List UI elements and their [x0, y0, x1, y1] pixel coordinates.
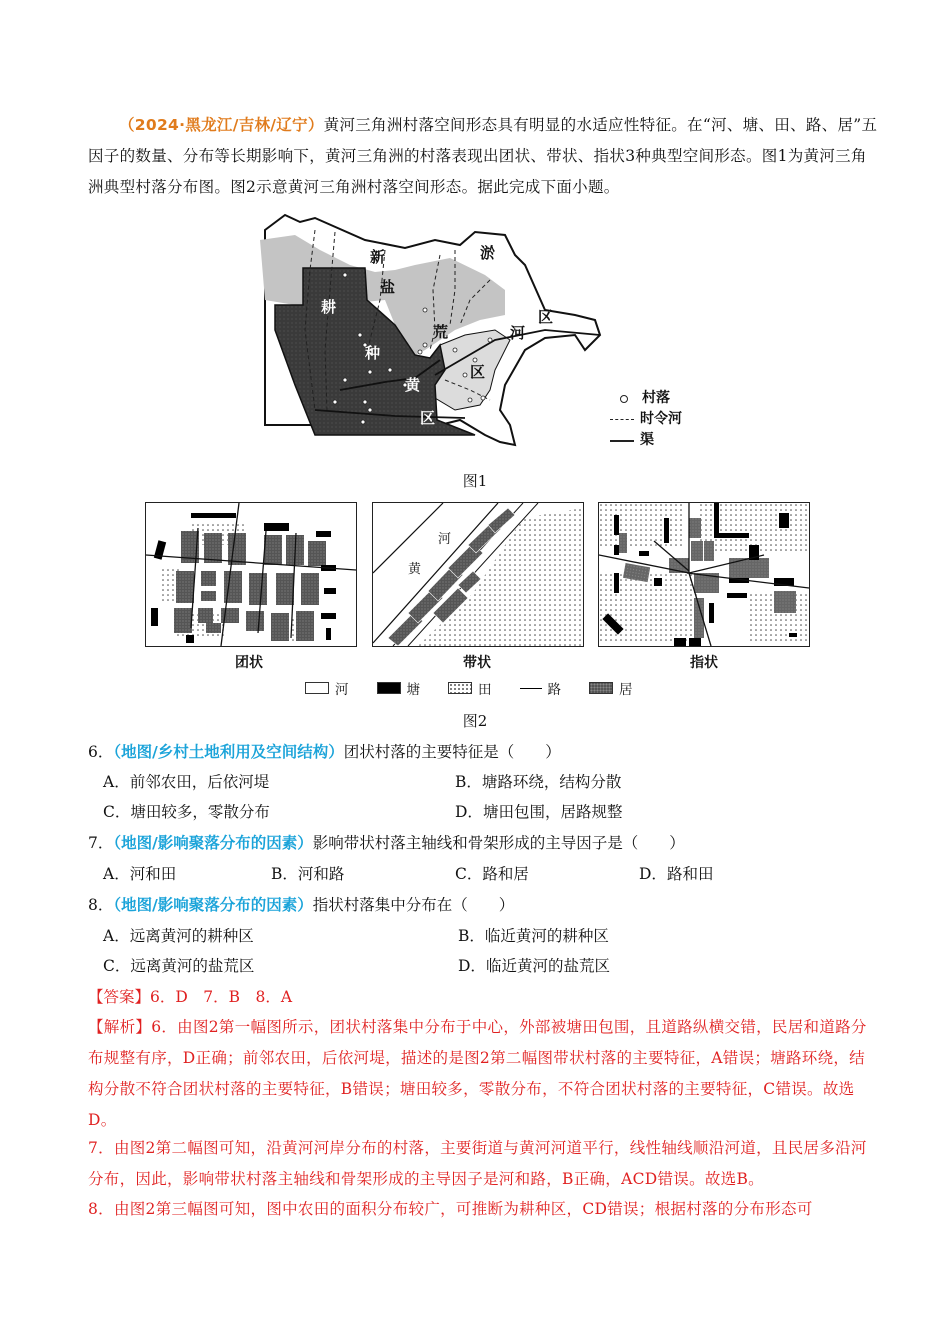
q6-option-c: C．塘田较多，零散分布	[103, 803, 270, 821]
q8-option-a: A．远离黄河的耕种区	[103, 927, 254, 945]
svg-text:荒: 荒	[433, 323, 449, 341]
panel-clustered	[145, 502, 357, 647]
band-village-diagram	[373, 503, 583, 646]
question-6: 6．（地图/乡村土地利用及空间结构）团状村落的主要特征是（ ）	[88, 743, 561, 761]
q8-option-c: C．远离黄河的盐荒区	[103, 957, 255, 975]
svg-text:区: 区	[538, 308, 554, 326]
legend-item-seasonal-river: 时令河	[610, 409, 682, 430]
question-stem: 影响带状村落主轴线和骨架形成的主导因子是（ ）	[312, 834, 685, 852]
river-label-he: 河	[438, 532, 452, 547]
legend-item-pond: 塘	[377, 678, 421, 698]
solid-line-icon	[610, 440, 634, 442]
answer-label: 【答案】	[88, 988, 151, 1006]
q7-option-c: C．路和居	[455, 865, 529, 883]
q7-option-a: A．河和田	[103, 865, 177, 883]
intro-text: 黄河三角洲村落空间形态具有明显的水适应性特征。在“河、塘、田、路、居”五因子的数量、分布等长期影响下，黄河三角洲的村落表现出团状、带状、指状3种典型空间形态。图1为黄河三角洲典型村落分布图。图2示意黄河三角洲村落空间形态。据此完成下面小题。	[88, 116, 878, 196]
source-tag: （2024·黑龙江/吉林/辽宁）	[119, 116, 324, 134]
answer-text: 6．D 7．B 8．A	[150, 988, 293, 1006]
analysis-q8: 8．由图2第三幅图可知，图中农田的面积分布较广，可推断为耕种区，CD错误；根据村落的分布形态可	[88, 1200, 813, 1218]
intro-paragraph	[88, 110, 878, 203]
figure-1-caption: 图1	[462, 472, 488, 490]
q7-option-b: B．河和路	[271, 865, 345, 883]
svg-text:淤: 淤	[480, 244, 496, 262]
question-stem: 指状村落集中分布在（ ）	[312, 896, 515, 914]
q8-option-b: B．临近黄河的耕种区	[458, 927, 609, 945]
q6-option-a: A．前邻农田，后依河堤	[103, 773, 270, 791]
analysis-q6: 【解析】6．由图2第一幅图所示，团状村落集中分布于中心，外部被塘田包围，且道路纵横交错，民居和道路分布规整有序，D正确；前邻农田，后依河堤，描述的是图2第二幅图带状村落的主要特征，A错误；塘路环绕，结构分散不符合团状村落的主要特征，B错误；塘田较多，零散分布，不符合团状村落的主要特征，C错误。故选D。	[88, 1018, 867, 1129]
panel-title-clustered: 团状	[235, 655, 263, 671]
answer-line	[88, 985, 292, 1009]
question-tag: （地图/影响聚落分布的因素）	[113, 834, 313, 852]
field-swatch-icon	[448, 682, 472, 694]
clustered-village-diagram	[146, 503, 356, 646]
q6-option-b: B．塘路环绕，结构分散	[455, 773, 622, 791]
finger-village-diagram	[599, 503, 809, 646]
legend-item-residence: 居	[589, 678, 633, 698]
question-7: 7．（地图/影响聚落分布的因素）影响带状村落主轴线和骨架形成的主导因子是（ ）	[88, 834, 685, 852]
figure-2-caption: 图2	[462, 712, 488, 730]
legend-item-field: 田	[448, 678, 492, 698]
svg-text:区: 区	[420, 409, 436, 427]
panel-title-finger: 指状	[690, 655, 718, 671]
analysis-label: 【解析】	[88, 1018, 152, 1036]
svg-text:耕: 耕	[321, 298, 337, 316]
question-stem: 团状村落的主要特征是（ ）	[343, 743, 561, 761]
panel-band	[372, 502, 584, 647]
svg-text:黄: 黄	[405, 376, 421, 394]
residence-swatch-icon	[589, 682, 613, 694]
q8-option-d: D．临近黄河的盐荒区	[458, 957, 610, 975]
svg-text:种: 种	[365, 344, 381, 362]
analysis-q7: 7．由图2第二幅图可知，沿黄河河岸分布的村落，主要街道与黄河河道平行，线性轴线顺沿河道，且民居多沿河分布，因此，影响带状村落主轴线和骨架形成的主导因子是河和路，B正确，ACD错误。故选B。	[88, 1139, 867, 1188]
legend-item-canal: 渠	[610, 430, 682, 451]
question-tag: （地图/影响聚落分布的因素）	[113, 896, 313, 914]
question-8: 8．（地图/影响聚落分布的因素）指状村落集中分布在（ ）	[88, 896, 515, 914]
legend-item-river: 河	[305, 678, 349, 698]
question-tag: （地图/乡村土地利用及空间结构）	[113, 743, 344, 761]
river-label-huang: 黄	[408, 562, 422, 577]
pond-swatch-icon	[377, 682, 401, 694]
figure-2-legend	[305, 678, 633, 698]
figure-2-diagrams	[145, 502, 810, 702]
q7-option-d: D．路和田	[639, 865, 714, 883]
road-line-icon	[520, 688, 542, 689]
q6-option-d: D．塘田包围，居路规整	[455, 803, 623, 821]
svg-text:新: 新	[370, 248, 386, 266]
dashed-line-icon	[610, 419, 634, 420]
panel-finger	[598, 502, 810, 647]
river-swatch-icon	[305, 682, 329, 694]
figure-1-map	[255, 210, 695, 455]
legend-item-road: 路	[520, 678, 562, 698]
figure-1-legend	[610, 388, 682, 451]
legend-item-village: 村落	[610, 388, 682, 409]
svg-text:河: 河	[510, 324, 526, 342]
svg-text:盐: 盐	[380, 278, 396, 296]
svg-text:区: 区	[470, 363, 486, 381]
panel-title-band: 带状	[463, 655, 491, 671]
circle-icon	[620, 395, 628, 403]
